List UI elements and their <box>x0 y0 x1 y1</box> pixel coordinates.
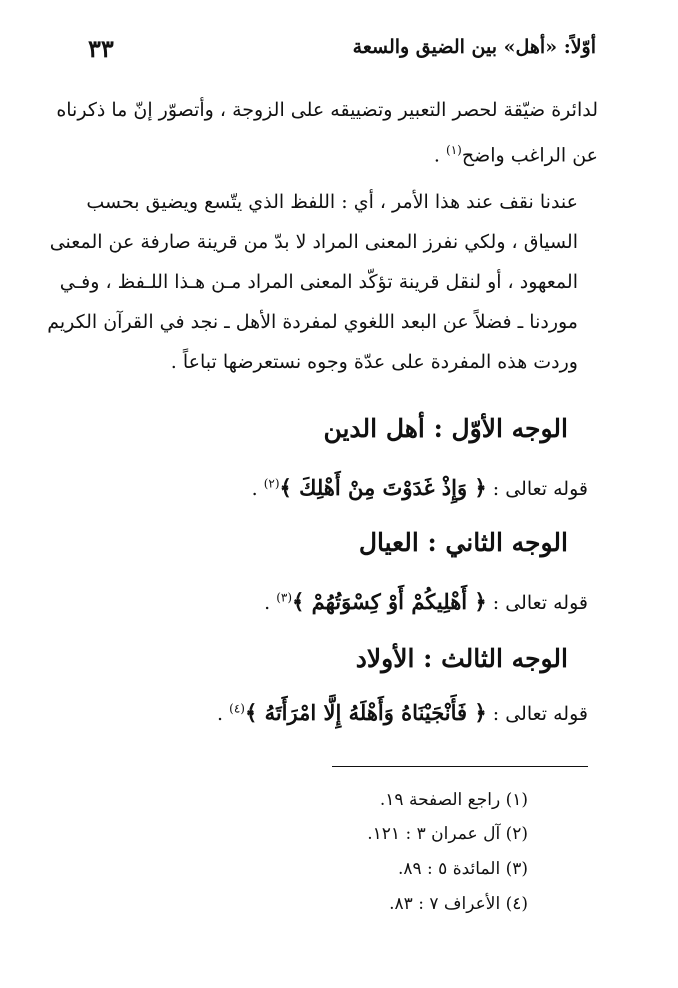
line-end: . <box>264 592 271 614</box>
running-title: أوّلاً: «أهل» بين الضيق والسعة <box>352 36 596 58</box>
paragraph-line: وردت هذه المفردة على عدّة وجوه نستعرضها تباعاً . <box>170 351 578 373</box>
section-heading: الوجه الثاني : العيال <box>358 528 568 557</box>
verse-intro: قوله تعالى : <box>492 478 588 500</box>
footnote-separator <box>332 766 588 767</box>
quran-verse: ﴿ وَإِذْ غَدَوْتَ مِنْ أَهْلِكَ ﴾ <box>279 475 487 500</box>
page-number: ٣٣ <box>88 34 114 63</box>
footnote: (١) راجع الصفحة ١٩. <box>379 790 528 810</box>
line-end: . <box>433 144 440 167</box>
footnote-ref: (٤) <box>229 701 245 716</box>
quran-verse: ﴿ فَأَنْجَيْنَاهُ وَأَهْلَهُ إِلَّا امْرَأَتَهُ ﴾ <box>244 700 487 725</box>
paragraph-line: السياق ، ولكي نفرز المعنى المراد لا بدّ من قرينة صارفة عن المعنى <box>49 231 578 253</box>
paragraph-continued <box>56 90 598 175</box>
footnote-ref: (٣) <box>276 590 293 605</box>
paragraph-line: لدائرة ضيّقة لحصر التعبير وتضييقه على الزوجة ، وأتصوّر إنّ ما ذكرناه <box>56 99 598 121</box>
paragraph-line: المعهود ، أو لنقل قرينة تؤكّد المعنى المراد مـن هـذا اللـفظ ، وفـي <box>59 271 578 293</box>
paragraph-line-text: عن الراغب واضح <box>461 144 598 167</box>
quran-verse: ﴿ أَهْلِيكُمْ أَوْ كِسْوَتُهُمْ ﴾ <box>292 589 487 614</box>
paragraph-line <box>80 130 598 175</box>
footnote: (٤) الأعراف ٧ : ٨٣. <box>389 894 528 914</box>
footnote: (٣) المائدة ٥ : ٨٩. <box>397 859 528 879</box>
verse-line <box>217 700 588 725</box>
verse-intro: قوله تعالى : <box>492 592 588 614</box>
footnote-ref: (١) <box>446 143 462 157</box>
verse-line <box>264 589 588 614</box>
verse-line <box>252 475 588 500</box>
paragraph-main <box>47 182 598 382</box>
footnote: (٢) آل عمران ٣ : ١٢١. <box>367 824 528 844</box>
line-end: . <box>217 703 224 725</box>
footnote-ref: (٢) <box>263 476 280 491</box>
line-end: . <box>251 478 258 500</box>
paragraph-line: عندنا نقف عند هذا الأمر ، أي : اللفظ الذي يتّسع ويضيق بحسب <box>86 191 578 213</box>
section-heading: الوجه الأوّل : أهل الدين <box>323 414 568 443</box>
verse-intro: قوله تعالى : <box>492 703 588 725</box>
section-heading: الوجه الثالث : الأولاد <box>355 644 568 673</box>
paragraph-line: موردنا ـ فضلاً عن البعد اللغوي لمفردة الأهل ـ نجد في القرآن الكريم <box>47 311 578 333</box>
page-header <box>48 34 630 66</box>
